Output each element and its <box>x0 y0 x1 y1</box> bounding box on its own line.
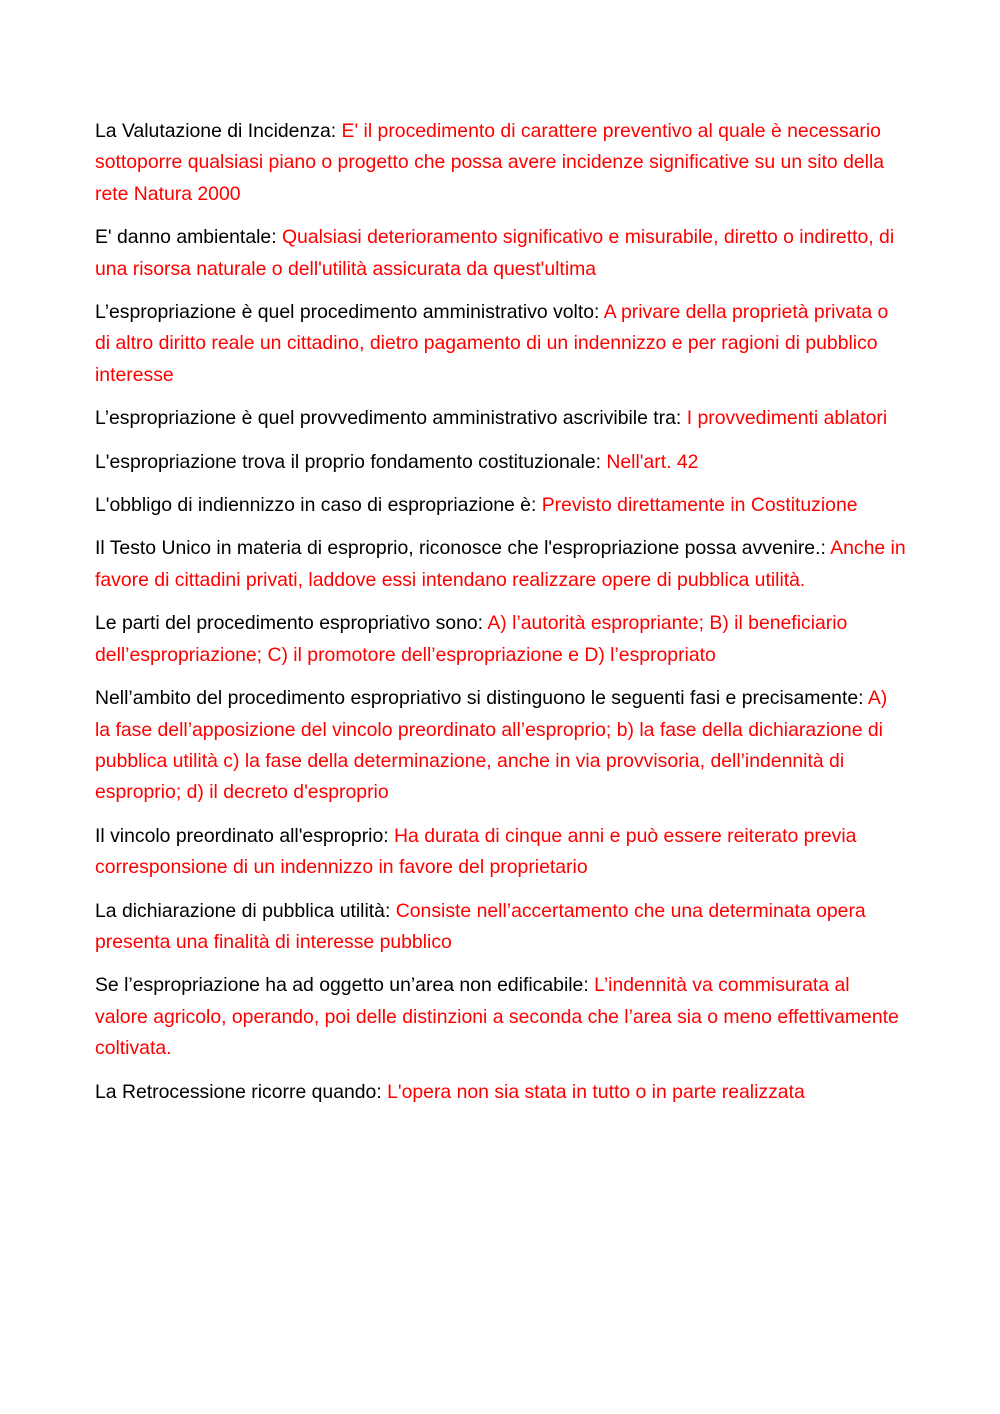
question-text: L’espropriazione è quel procedimento amministrativo volto: <box>95 301 604 324</box>
answer-text: L'opera non sia stata in tutto o in parte realizzata <box>387 1080 805 1103</box>
question-text: La Valutazione di Incidenza: <box>95 120 342 142</box>
question-text: Il vincolo preordinato all'esproprio: <box>95 824 395 847</box>
question-text: Se l’espropriazione ha ad oggetto un’area non edificabile: <box>95 974 595 997</box>
answer-text: Ha durata di cinque anni e può essere reiterato previa corresponsione di un indennizzo in favore del proprietario <box>95 824 857 879</box>
answer-text: L’indennità va commisurata al valore agricolo, operando, poi delle distinzioni a seconda che l’area sia o meno effettivamente coltivata. <box>95 974 899 1060</box>
answer-text: Consiste nell’accertamento che una determinata opera presenta una finalità di interesse pubblico <box>95 899 866 953</box>
answer-text: E' il procedimento di carattere preventivo al quale è necessario sottoporre qualsiasi piano o progetto che possa avere incidenze significative su un sito della rete Natura 2000 <box>95 120 885 205</box>
qa-item <box>95 821 907 884</box>
answer-text: Anche in favore di cittadini privati, laddove essi intendano realizzare opere di pubblica utilità. <box>95 537 906 591</box>
question-text: E' danno ambientale: <box>95 226 282 249</box>
qa-item <box>95 490 907 521</box>
qa-item <box>95 447 907 478</box>
qa-item <box>95 297 907 391</box>
question-text: Le parti del procedimento espropriativo sono: <box>95 612 488 635</box>
answer-text: A privare della proprietà privata o di altro diritto reale un cittadino, dietro pagamento di un indennizzo e per ragioni di pubblico interesse <box>95 301 889 386</box>
answer-text: A) la fase dell’apposizione del vincolo preordinato all’esproprio; b) la fase della dichiarazione di pubblica utilità c) la fase della determinazione, anche in via provvisoria, dell’indennità di esproprio; d) il decreto d'esproprio <box>95 687 888 804</box>
answer-text: A) l’autorità espropriante; B) il beneficiario dell’espropriazione; C) il promotore dell’espropriazione e D) l’espropriato <box>95 612 848 666</box>
question-text: La dichiarazione di pubblica utilità: <box>95 899 396 922</box>
qa-list <box>95 116 907 1120</box>
question-text: Il Testo Unico in materia di esproprio, riconosce che l'espropriazione possa avvenire.: <box>95 537 831 560</box>
answer-text: I provvedimenti ablatori <box>686 407 888 430</box>
qa-item <box>95 533 907 596</box>
qa-item <box>95 116 907 210</box>
qa-item <box>95 896 907 959</box>
qa-item <box>95 608 907 671</box>
qa-item <box>95 222 907 285</box>
qa-item <box>95 1077 907 1108</box>
qa-item <box>95 403 907 434</box>
question-text: Nell’ambito del procedimento espropriativo si distinguono le seguenti fasi e precisamente: <box>95 687 868 710</box>
question-text: L'obbligo di indiennizzo in caso di espropriazione è: <box>95 494 542 517</box>
answer-text: Qualsiasi deterioramento significativo e misurabile, diretto o indiretto, di una risorsa naturale o dell'utilità assicurata da quest'ultima <box>95 226 895 280</box>
question-text: La Retrocessione ricorre quando: <box>95 1080 388 1103</box>
question-text: L’espropriazione è quel provvedimento amministrativo ascrivibile tra: <box>95 407 687 430</box>
qa-item <box>95 683 907 809</box>
qa-item <box>95 970 907 1064</box>
answer-text: Nell'art. 42 <box>606 450 699 473</box>
answer-text: Previsto direttamente in Costituzione <box>541 494 858 517</box>
question-text: L'espropriazione trova il proprio fondamento costituzionale: <box>95 450 607 473</box>
